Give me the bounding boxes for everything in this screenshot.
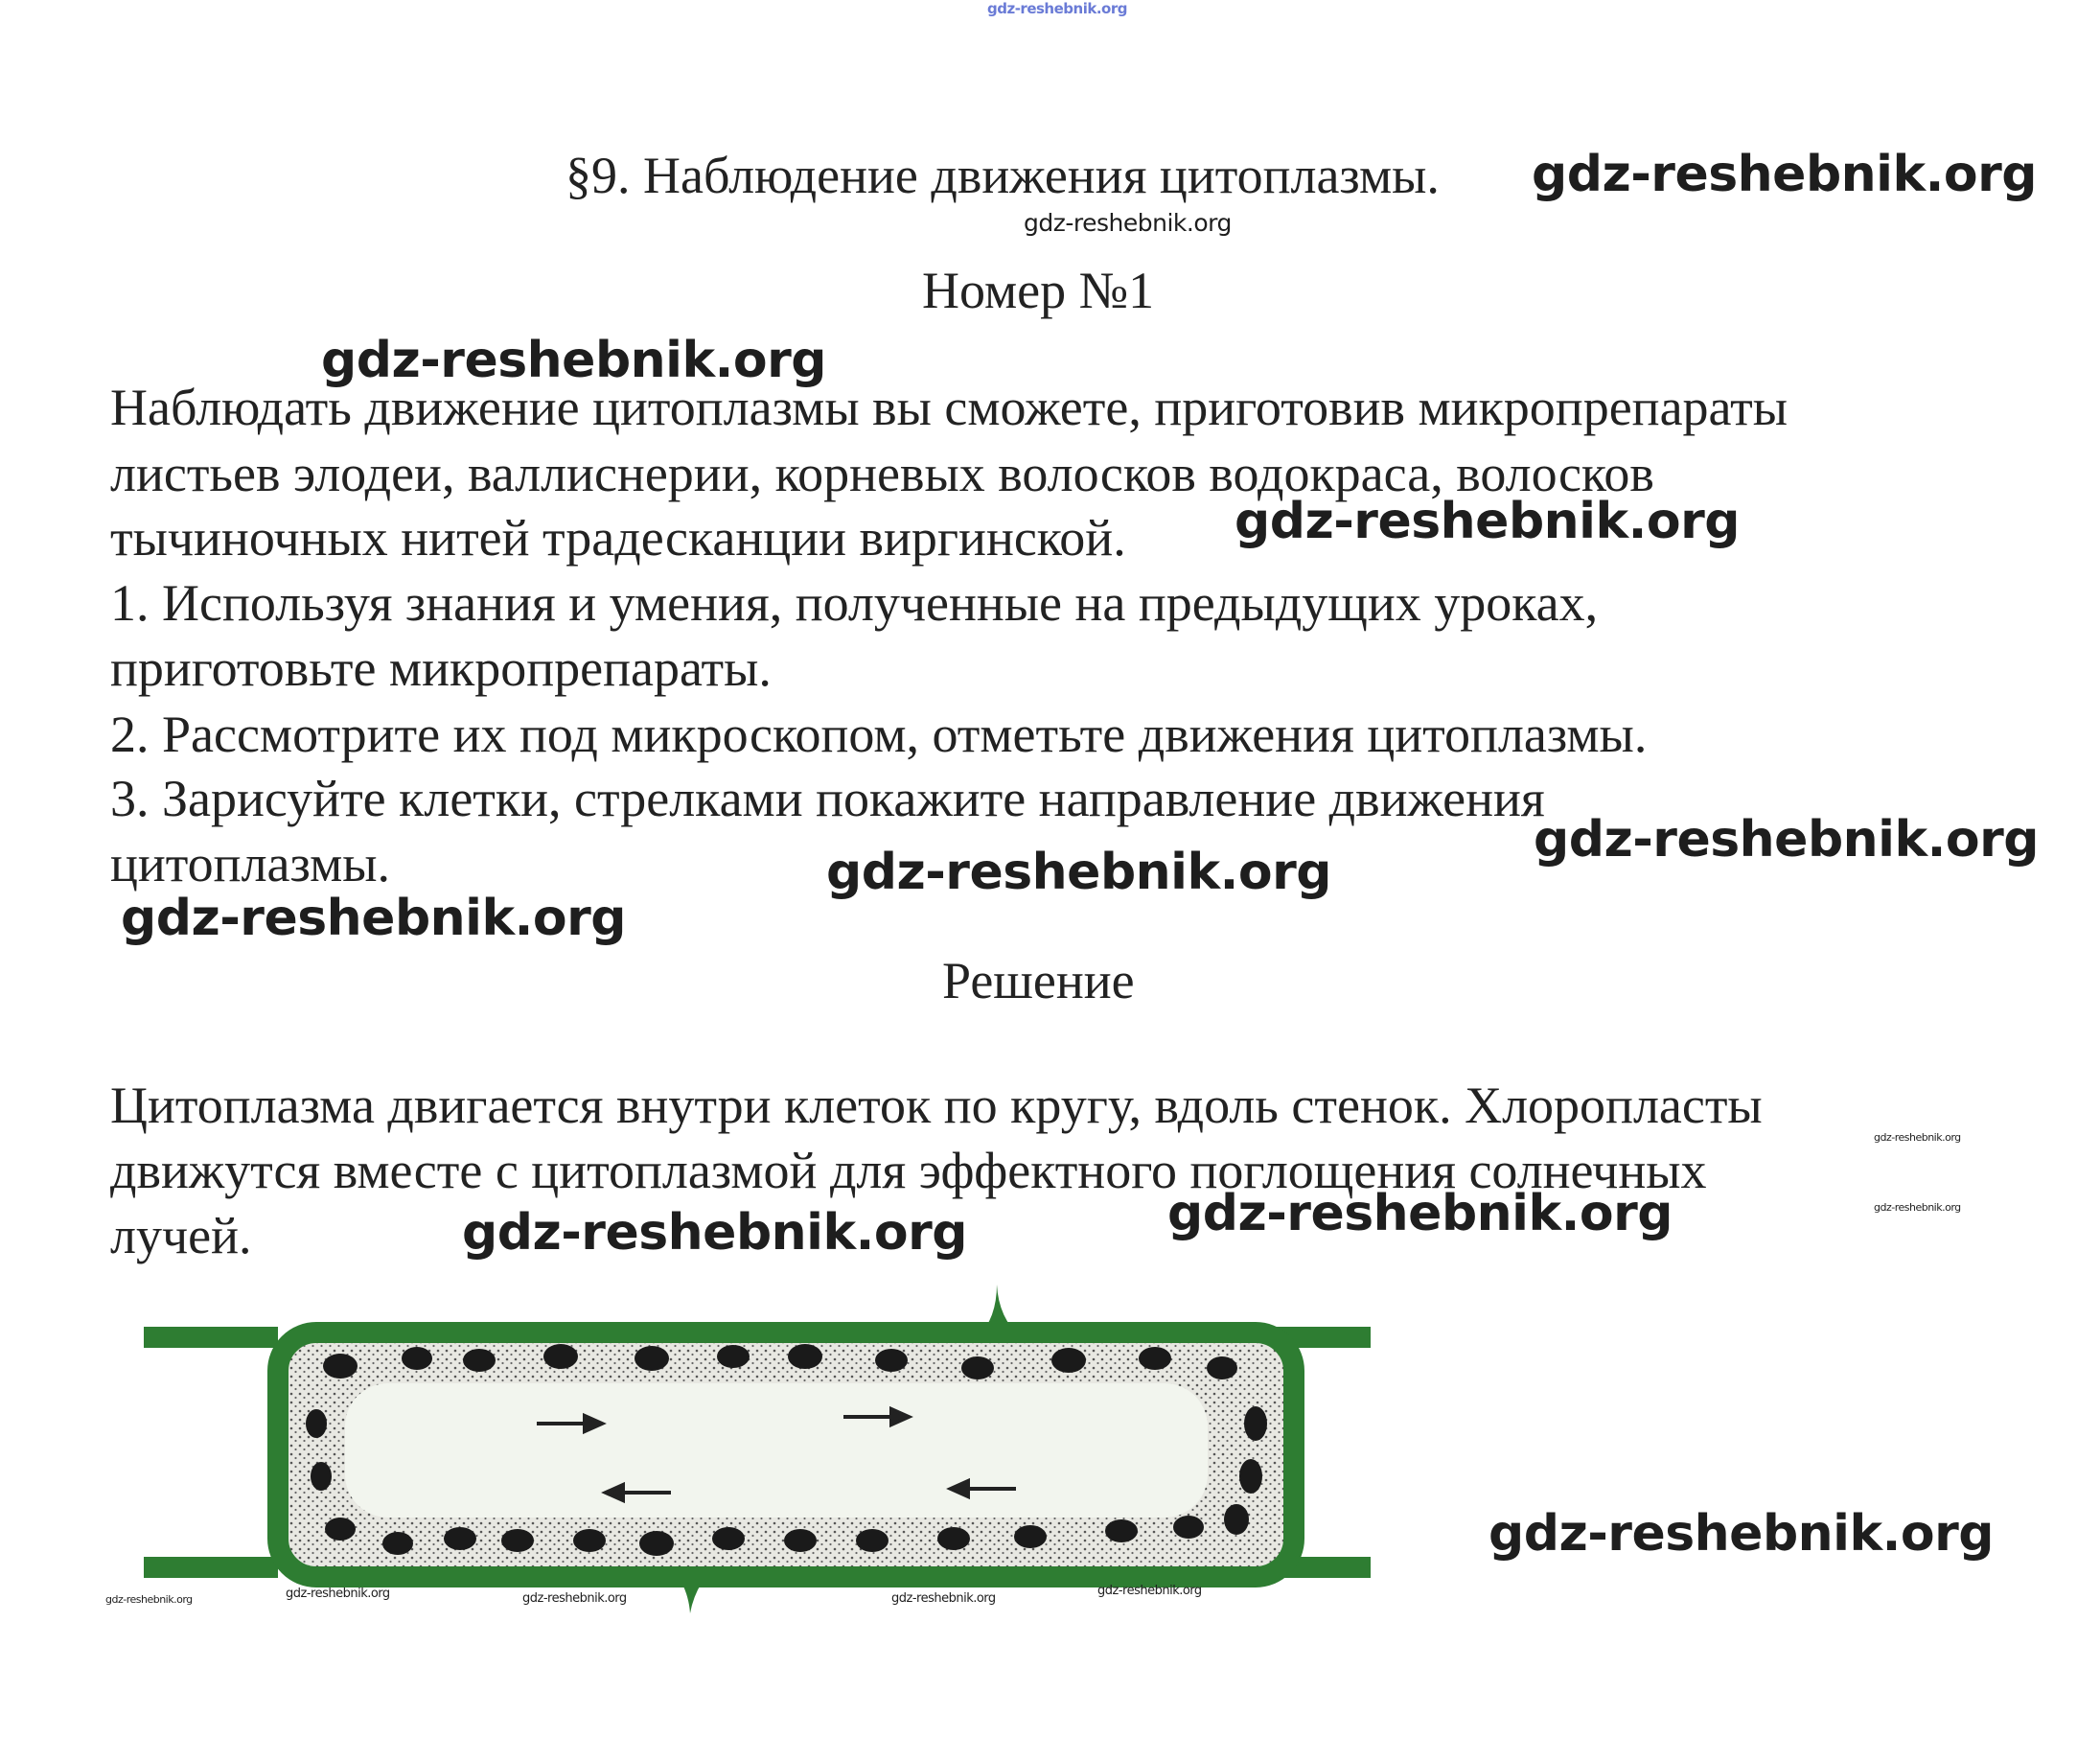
- watermark-top: gdz-reshebnik.org: [987, 0, 1127, 17]
- vacuole: [345, 1383, 1208, 1518]
- watermark-figure: gdz-reshebnik.org: [891, 1591, 996, 1606]
- task-line: тычиночных нитей традесканции виргинской.: [110, 509, 1126, 567]
- plant-cell-figure: [134, 1280, 1380, 1615]
- watermark-under-title: gdz-reshebnik.org: [1024, 209, 1232, 237]
- watermark-solution-2: gdz-reshebnik.org: [462, 1204, 967, 1262]
- watermark-solution-tiny: gdz-reshebnik.org: [1874, 1131, 1961, 1144]
- watermark-solution: gdz-reshebnik.org: [1167, 1185, 1673, 1242]
- watermark-task-2: gdz-reshebnik.org: [1235, 493, 1740, 550]
- solution-line: движутся вместе с цитоплазмой для эффектного поглощения солнечных: [110, 1142, 1707, 1199]
- task-line: 2. Рассмотрите их под микроскопом, отметьте движения цитоплазмы.: [110, 706, 1648, 763]
- solution-line: лучей.: [110, 1207, 252, 1264]
- watermark-figure: gdz-reshebnik.org: [286, 1587, 390, 1601]
- watermark-figure: gdz-reshebnik.org: [522, 1591, 627, 1606]
- task-line: цитоплазмы.: [110, 835, 391, 892]
- watermark-figure: gdz-reshebnik.org: [105, 1593, 193, 1606]
- task-line: приготовьте микропрепараты.: [110, 639, 772, 697]
- watermark-task-5: gdz-reshebnik.org: [121, 890, 626, 947]
- task-line: 1. Используя знания и умения, полученные на предыдущих уроках,: [110, 574, 1599, 632]
- watermark-figure: gdz-reshebnik.org: [1097, 1584, 1202, 1598]
- solution-line: Цитоплазма двигается внутри клеток по кругу, вдоль стенок. Хлоропласты: [110, 1077, 1763, 1134]
- watermark-title: gdz-reshebnik.org: [1532, 146, 2037, 203]
- section-title: §9. Наблюдение движения цитоплазмы.: [565, 147, 1440, 204]
- task-line: 3. Зарисуйте клетки, стрелками покажите направление движения: [110, 770, 1545, 827]
- task-line: листьев элодеи, валлиснерии, корневых волосков водокраса, волосков: [110, 445, 1654, 502]
- task-number: Номер №1: [922, 262, 1155, 319]
- watermark-task: gdz-reshebnik.org: [321, 332, 826, 389]
- watermark-task-3: gdz-reshebnik.org: [1534, 811, 2039, 869]
- watermark-task-4: gdz-reshebnik.org: [826, 844, 1331, 901]
- watermark-solution-tiny-2: gdz-reshebnik.org: [1874, 1201, 1961, 1214]
- solution-heading: Решение: [942, 952, 1135, 1009]
- task-line: Наблюдать движение цитоплазмы вы сможете, приготовив микропрепараты: [110, 379, 1788, 436]
- watermark-figure-big: gdz-reshebnik.org: [1488, 1505, 1994, 1563]
